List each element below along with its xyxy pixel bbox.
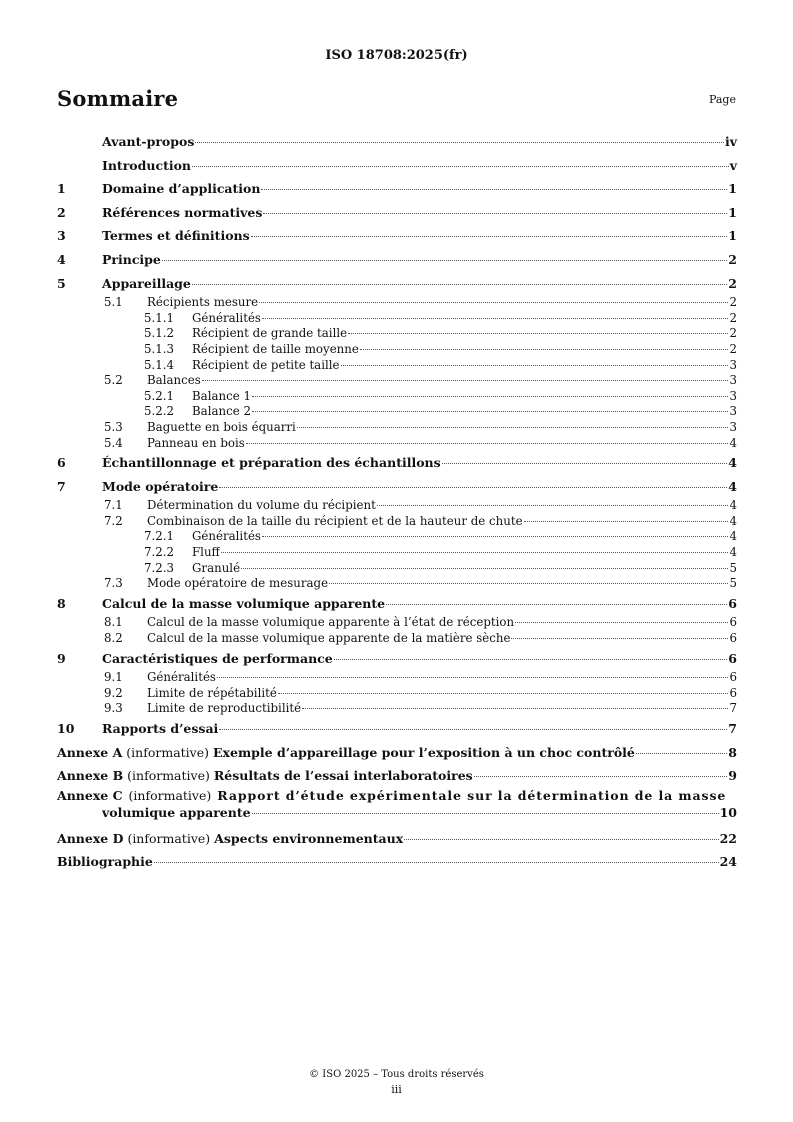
toc-annex-d[interactable] <box>57 827 737 851</box>
toc-entry[interactable] <box>57 389 737 405</box>
entry-title: Avant-propos <box>102 134 195 149</box>
entry-page: 4 <box>728 455 737 471</box>
toc-entry[interactable] <box>57 451 737 475</box>
toc-entry[interactable] <box>57 545 737 561</box>
toc-entry[interactable] <box>57 686 737 702</box>
annex-page: 22 <box>719 830 737 846</box>
entry-title: Fluff <box>192 545 220 560</box>
toc-entry[interactable] <box>57 342 737 358</box>
entry-number: 9.3 <box>104 701 123 716</box>
annex-title-line1: Rapport d’étude expérimentale sur la détermination de la masse <box>217 787 727 803</box>
dot-leader <box>297 427 729 428</box>
entry-number: 5.2.2 <box>144 404 175 419</box>
toc-entry[interactable] <box>57 529 737 545</box>
toc-entry[interactable] <box>57 592 737 616</box>
entry-number: 5.1.3 <box>144 341 175 356</box>
toc-entry[interactable] <box>57 475 737 499</box>
toc-entry[interactable] <box>57 647 737 671</box>
annex-type: (informative) <box>126 744 210 760</box>
entry-number: 6 <box>57 455 66 471</box>
entry-number: 5.1 <box>104 295 123 310</box>
dot-leader <box>386 604 727 605</box>
entry-number: 7.3 <box>104 576 123 591</box>
entry-title: Détermination du volume du récipient <box>147 498 376 513</box>
entry-page: iv <box>724 134 737 149</box>
entry-page: v <box>729 157 737 173</box>
toc-annex-c[interactable] <box>57 788 737 821</box>
entry-page: 3 <box>729 419 737 434</box>
dot-leader <box>262 536 729 537</box>
entry-number: 2 <box>57 204 66 220</box>
annex-title: Résultats de l’essai interlaboratoires <box>213 768 473 784</box>
entry-title: Récipient de petite taille <box>192 357 340 372</box>
toc-entry[interactable] <box>57 373 737 389</box>
entry-number: 9 <box>57 650 66 666</box>
dot-leader <box>195 142 724 143</box>
entry-page: 2 <box>728 251 737 267</box>
entry-title: Mode opératoire de mesurage <box>147 576 329 591</box>
dot-leader <box>221 552 729 553</box>
dot-leader <box>278 693 729 694</box>
toc-entry[interactable] <box>57 358 737 374</box>
annex-title: Aspects environnementaux <box>214 830 404 846</box>
toc-entry[interactable] <box>57 404 737 420</box>
entry-title: Rapports d’essai <box>102 721 219 736</box>
entry-title: Domaine d’application <box>102 181 261 197</box>
entry-title: Récipient de taille moyenne <box>192 341 359 356</box>
entry-number: 7.2.2 <box>144 545 175 560</box>
entry-number: 9.1 <box>104 670 123 685</box>
entry-number: 7.2.1 <box>144 529 175 544</box>
entry-title: Mode opératoire <box>102 478 219 494</box>
annex-prefix: Annexe B <box>57 768 124 784</box>
annex-title: Exemple d’appareillage pour l’exposition à un choc contrôlé <box>213 744 635 760</box>
toc-entry[interactable] <box>57 701 737 717</box>
dot-leader <box>246 443 729 444</box>
entry-title: Limite de répétabilité <box>147 685 277 700</box>
dot-leader <box>474 776 728 777</box>
entry-title: Termes et définitions <box>102 228 250 244</box>
toc-entry[interactable] <box>57 514 737 530</box>
entry-number: 8 <box>57 595 66 611</box>
toc-entry[interactable] <box>57 615 737 631</box>
entry-page: 2 <box>729 341 737 356</box>
entry-page: 2 <box>729 310 737 325</box>
toc-entries <box>57 130 737 741</box>
dot-leader <box>329 583 728 584</box>
dot-leader <box>251 236 728 237</box>
document-id: ISO 18708:2025(fr) <box>325 48 468 63</box>
entry-title: Généralités <box>192 529 261 544</box>
entry-page: 4 <box>729 529 737 544</box>
entry-number: 5.4 <box>104 435 123 450</box>
entry-page: 7 <box>729 701 737 716</box>
dot-leader <box>348 333 728 334</box>
entry-page: 2 <box>729 326 737 341</box>
annex-prefix: Annexe C <box>57 787 123 803</box>
toc-entry[interactable] <box>57 272 737 296</box>
entry-number: 5.2 <box>104 373 123 388</box>
dot-leader <box>252 813 719 814</box>
entry-page: 24 <box>719 854 737 870</box>
dot-leader <box>241 568 728 569</box>
entry-page: 4 <box>729 498 737 513</box>
dot-leader <box>341 365 729 366</box>
dot-leader <box>202 380 729 381</box>
entry-title: Calcul de la masse volumique apparente <box>102 595 386 611</box>
dot-leader <box>219 729 727 730</box>
toc-entry[interactable] <box>57 717 737 741</box>
page-number: iii <box>391 1083 402 1096</box>
entry-number: 1 <box>57 181 66 197</box>
entry-number: 4 <box>57 251 66 267</box>
toc-entry[interactable] <box>57 420 737 436</box>
dot-leader <box>252 411 729 412</box>
entry-page: 1 <box>728 228 737 244</box>
dot-leader <box>524 521 729 522</box>
page-title: Sommaire <box>57 86 179 111</box>
entry-title: Généralités <box>147 670 216 685</box>
entry-title: Baguette en bois équarri <box>147 419 296 434</box>
entry-title: Généralités <box>192 310 261 325</box>
entry-number: 7.1 <box>104 498 123 513</box>
entry-page: 4 <box>729 513 737 528</box>
entry-number: 5.1.4 <box>144 357 175 372</box>
dot-leader <box>192 166 729 167</box>
toc-entry[interactable] <box>57 670 737 686</box>
entry-number: 10 <box>57 721 75 736</box>
entry-title: Balances <box>147 373 201 388</box>
entry-title: Calcul de la masse volumique apparente de la matière sèche <box>147 631 511 646</box>
entry-page: 4 <box>729 435 737 450</box>
entry-number: 5.3 <box>104 419 123 434</box>
dot-leader <box>154 862 719 863</box>
dot-leader <box>511 638 728 639</box>
toc-entry[interactable] <box>57 326 737 342</box>
dot-leader <box>334 659 728 660</box>
toc-entry[interactable] <box>57 248 737 272</box>
toc-entry[interactable] <box>57 436 737 452</box>
annex-page: 9 <box>728 768 737 784</box>
entry-page: 6 <box>729 615 737 630</box>
entry-title: Combinaison de la taille du récipient et de la hauteur de chute <box>147 513 523 528</box>
toc-entry[interactable] <box>57 561 737 577</box>
entry-title: Bibliographie <box>57 854 153 870</box>
entry-page: 3 <box>729 388 737 403</box>
entry-title: Références normatives <box>102 204 263 220</box>
entry-page: 6 <box>729 631 737 646</box>
dot-leader <box>261 189 727 190</box>
entry-number: 8.1 <box>104 615 123 630</box>
annex-prefix: Annexe D <box>57 830 124 846</box>
annex-page: 8 <box>728 744 737 760</box>
entry-number: 5.1.1 <box>144 310 175 325</box>
table-of-contents <box>57 130 737 874</box>
dot-leader <box>192 284 727 285</box>
entry-page: 2 <box>729 295 737 310</box>
entry-title: Récipient de grande taille <box>192 326 348 341</box>
toc-entry[interactable] <box>57 130 737 154</box>
toc-entry[interactable] <box>57 498 737 514</box>
page-footer <box>0 1067 793 1097</box>
toc-entry[interactable] <box>57 576 737 592</box>
entry-page: 3 <box>729 357 737 372</box>
dot-leader <box>217 677 729 678</box>
entry-page: 3 <box>729 404 737 419</box>
annex-prefix: Annexe A <box>57 744 123 760</box>
entry-page: 4 <box>728 478 737 494</box>
entry-page: 4 <box>729 545 737 560</box>
toc-entry[interactable] <box>57 154 737 178</box>
dot-leader <box>302 708 728 709</box>
entry-title: Caractéristiques de performance <box>102 650 333 666</box>
dot-leader <box>515 622 728 623</box>
dot-leader <box>360 349 729 350</box>
entry-page: 5 <box>729 560 737 575</box>
dot-leader <box>442 463 728 464</box>
dot-leader <box>377 505 729 506</box>
entry-number: 5.1.2 <box>144 326 175 341</box>
entry-title: Appareillage <box>102 275 191 291</box>
dot-leader <box>404 839 718 840</box>
entry-title: Introduction <box>102 157 192 173</box>
dot-leader <box>636 753 727 754</box>
annex-type: (informative) <box>127 830 211 846</box>
toc-entry[interactable] <box>57 311 737 327</box>
entry-title: Limite de reproductibilité <box>147 701 302 716</box>
entry-page: 6 <box>729 670 737 685</box>
entry-page: 7 <box>728 721 737 736</box>
entry-title: Panneau en bois <box>147 435 245 450</box>
dot-leader <box>262 318 729 319</box>
toc-entry[interactable] <box>57 177 737 201</box>
toc-entry[interactable] <box>57 224 737 248</box>
entry-number: 7.2.3 <box>144 560 175 575</box>
entry-title: Balance 1 <box>192 388 251 403</box>
entry-page: 3 <box>729 373 737 388</box>
entry-number: 7 <box>57 478 66 494</box>
entry-number: 5 <box>57 275 66 291</box>
entry-number: 7.2 <box>104 513 123 528</box>
entry-page: 6 <box>728 650 737 666</box>
toc-entry[interactable] <box>57 201 737 225</box>
entry-page: 1 <box>728 181 737 197</box>
annex-type: (informative) <box>127 768 210 784</box>
annex-page: 10 <box>719 804 737 820</box>
toc-entry[interactable] <box>57 295 737 311</box>
toc-entry[interactable] <box>57 631 737 647</box>
dot-leader <box>263 213 727 214</box>
annex-type: (informative) <box>128 787 212 803</box>
entry-title: Récipients mesure <box>147 295 259 310</box>
entry-title: Principe <box>102 251 161 267</box>
entry-page: 5 <box>729 576 737 591</box>
copyright-notice: © ISO 2025 – Tous droits réservés <box>309 1069 484 1080</box>
dot-leader <box>259 302 728 303</box>
dot-leader <box>162 260 727 261</box>
entry-title: Balance 2 <box>192 404 251 419</box>
dot-leader <box>219 487 727 488</box>
entry-page: 6 <box>728 595 737 611</box>
annex-title-line2: volumique apparente <box>102 804 251 820</box>
page-column-label: Page <box>708 93 736 106</box>
entry-number: 9.2 <box>104 685 123 700</box>
entry-title: Échantillonnage et préparation des échantillons <box>102 455 441 471</box>
toc-annex-b[interactable] <box>57 764 737 788</box>
dot-leader <box>252 396 729 397</box>
entry-title: Calcul de la masse volumique apparente à l’état de réception <box>147 615 515 630</box>
entry-title: Granulé <box>192 560 241 575</box>
entry-page: 6 <box>729 685 737 700</box>
toc-annex-a[interactable] <box>57 741 737 765</box>
entry-number: 3 <box>57 228 66 244</box>
entry-number: 8.2 <box>104 631 123 646</box>
toc-bibliography[interactable] <box>57 850 737 874</box>
entry-number: 5.2.1 <box>144 388 175 403</box>
entry-page: 2 <box>728 275 737 291</box>
entry-page: 1 <box>728 204 737 220</box>
